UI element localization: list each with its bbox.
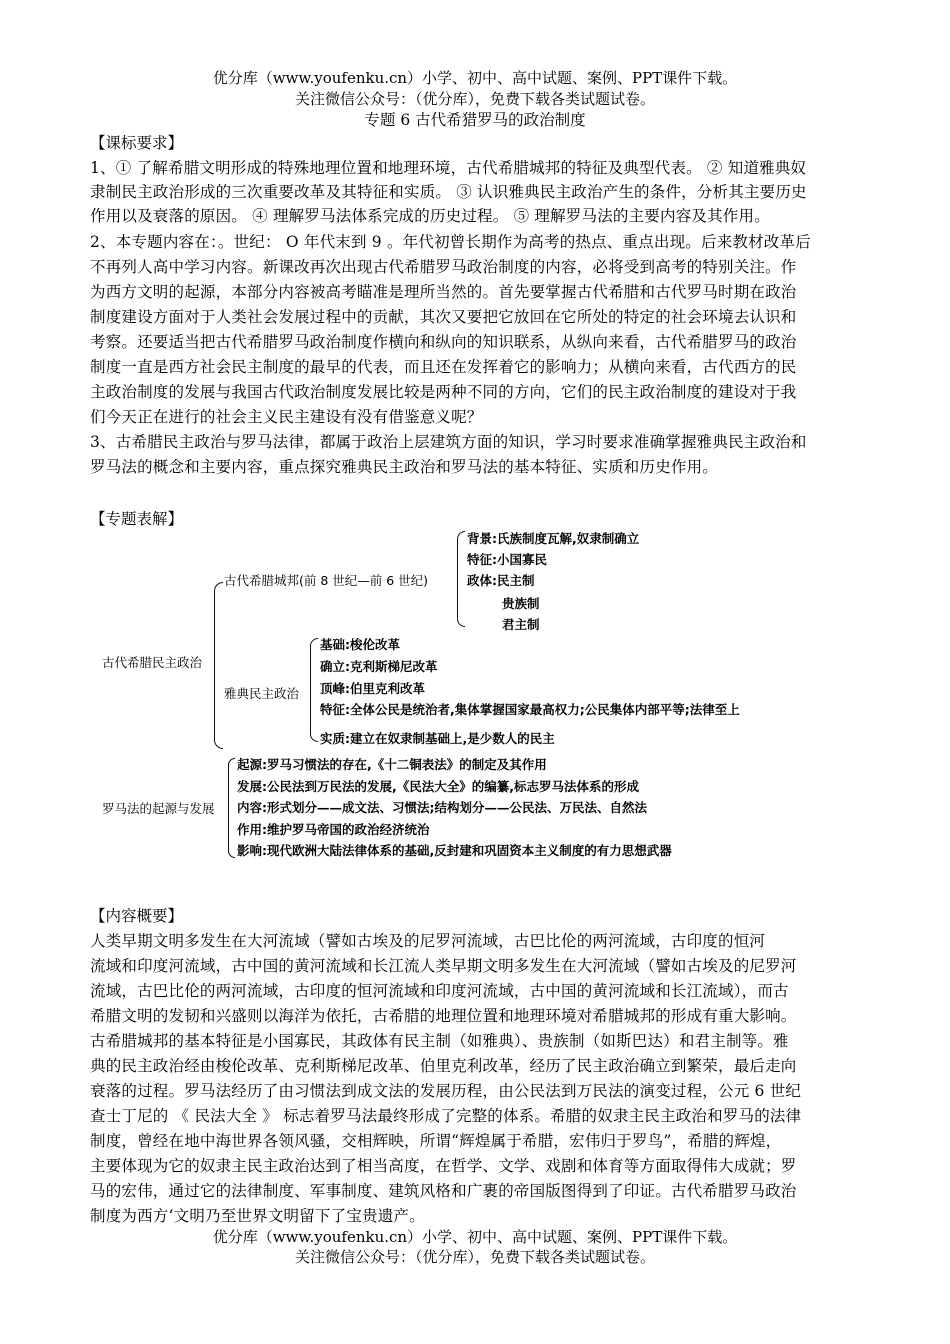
requirements-line: 主政治制度的发展与我国古代政治制度发展比较是两种不同的方向，它们的民主政治制度的建设对于我 [90, 383, 797, 401]
requirements-line: 隶制民主政治形成的三次重要改革及其特征和实质。 ③ 认识雅典民主政治产生的条件，分析其主要历史 [90, 183, 807, 201]
diagram-peak: 顶峰:伯里克利改革 [320, 681, 425, 696]
outline-heading: 【专题表解】 [90, 510, 184, 528]
diagram-aristocracy: 贵族制 [502, 596, 540, 611]
summary-line: 流域，古巴比伦的两河流域，古印度的恒河流域和印度河流域，古中国的黄河流域和长江流域），而古 [90, 982, 789, 1000]
summary-line: 制度，曾经在地中海世界各领风骚，交相辉映，所谓“辉煌属于希腊，宏伟归于罗鸟”，希腊的辉煌， [90, 1132, 782, 1150]
summary-line: 主要体现为它的奴隶主民主政治达到了相当高度，在哲学、文学、戏剧和体育等方面取得伟大成就；罗 [90, 1157, 797, 1175]
requirements-line: 罗马法的概念和主要内容，重点探究雅典民主政治和罗马法的基本特征、实质和历史作用。 [90, 458, 719, 476]
diagram-monarchy: 君主制 [502, 617, 540, 632]
requirements-line: 作用以及衰落的原因。 ④ 理解罗马法体系完成的历史过程。 ⑤ 理解罗马法的主要内容及其作用。 [90, 207, 770, 225]
summary-heading: 【内容概要】 [90, 907, 184, 925]
requirements-heading: 【课标要求】 [90, 134, 184, 152]
summary-line: 希腊文明的发韧和兴盛则以海洋为依托，古希腊的地理位置和地理环境对希腊城邦的形成有重大影响。 [90, 1007, 797, 1025]
diagram-influence: 影响:现代欧洲大陆法律体系的基础,反封建和巩固资本主义制度的有力思想武器 [237, 843, 672, 858]
summary-line: 典的民主政治经由梭伦改革、克利斯梯尼改革、伯里克利改革，经历了民主政治确立到繁荣，最后走向 [90, 1057, 797, 1075]
diagram-root-rome: 罗马法的起源与发展 [102, 801, 215, 816]
diagram-content: 内容:形式划分——成文法、习惯法;结构划分——公民法、万民法、自然法 [237, 800, 647, 815]
summary-line: 古希腊城邦的基本特征是小国寡民，其政体有民主制（如雅典）、贵族制（如斯巴达）和君主制等。雅 [90, 1032, 789, 1050]
page-title: 专题 6 古代希猎罗马的政治制度 [364, 111, 586, 129]
header-line-2: 关注微信公众号：（优分库），免费下载各类试题试卷。 [294, 90, 655, 108]
diagram-role: 作用:维护罗马帝国的政治经济统治 [237, 822, 430, 837]
diagram-athens: 雅典民主政治 [224, 686, 300, 701]
requirements-line: 为西方文明的起源，本部分内容被高考瞄准是理所当然的。首先要掌握古代希腊和古代罗马时期在政治 [90, 283, 797, 301]
summary-line: 人类早期文明多发生在大河流域（譬如古埃及的尼罗河流域，古巴比伦的两河流域，古印度的恒河 [90, 932, 766, 950]
diagram-polity: 政体:民主制 [467, 573, 535, 588]
diagram-establish: 确立:克利斯梯尼改革 [320, 659, 438, 674]
diagram-background: 背景:氏族制度瓦解,奴隶制确立 [467, 531, 640, 546]
diagram-foundation: 基础:梭伦改革 [320, 637, 400, 652]
requirements-line: 1、① 了解希腊文明形成的特殊地理位置和地理环境，古代希腊城邦的特征及典型代表。 ② 知道雅典奴 [90, 159, 807, 177]
diagram-city-state: 古代希腊城邦(前 8 世纪—前 6 世纪) [224, 573, 429, 588]
diagram-feature: 特征:小国寡民 [467, 552, 547, 567]
summary-line: 衰落的过程。罗马法经历了由习惯法到成文法的发展历程，由公民法到万民法的演变过程，公元 6 世纪 [90, 1082, 802, 1100]
requirements-line: 不再列人高中学习内容。新课改再次出现古代希腊罗马政治制度的内容，必将受到高考的特别关注。作 [90, 258, 797, 276]
summary-line: 制度为西方‘文明乃至世界文明留下了宝贵遗产。 [90, 1207, 425, 1225]
diagram-bracket [214, 582, 223, 749]
diagram-athens-feature: 特征:全体公民是统治者,集体掌握国家最高权力;公民集体内部平等;法律至上 [320, 702, 740, 717]
summary-line: 查士丁尼的 《 民法大全 》 标志着罗马法最终形成了完整的体系。希腊的奴隶主民主政治和罗马的法律 [90, 1107, 802, 1125]
diagram-bracket [310, 638, 318, 742]
summary-line: 马的宏伟，通过它的法律制度、军事制度、建筑风格和广裹的帝国版图得到了印证。古代希腊罗马政治 [90, 1182, 797, 1200]
diagram-essence: 实质:建立在奴隶制基础上,是少数人的民主 [320, 731, 555, 746]
requirements-line: 考察。还要适当把古代希腊罗马政治制度作横向和纵向的知识联系，从纵向来看，古代希腊罗马的政治 [90, 333, 797, 351]
diagram-development: 发展:公民法到万民法的发展,《民法大全》的编纂,标志罗马法体系的形成 [237, 779, 639, 794]
footer-line-2: 关注微信公众号：（优分库），免费下载各类试题试卷。 [294, 1248, 655, 1266]
requirements-line: 们今天正在进行的社会主义民主建设有没有借鉴意义呢？ [90, 408, 483, 426]
footer-line-1: 优分库（www.youfenku.cn）小学、初中、高中试题、案例、PPT课件下载。 [212, 1228, 738, 1246]
requirements-line: 制度一直是西方社会民主制度的最早的代表，而且还在发挥着它的影响力；从横向来看，古代西方的民 [90, 358, 797, 376]
diagram-bracket [457, 531, 465, 627]
requirements-line: 3、古希腊民主政治与罗马法律，都属于政治上层建筑方面的知识，学习时要求准确掌握雅典民主政治和 [90, 433, 807, 451]
requirements-line: 制度建设方面对于人类社会发展过程中的贡献，其次又要把它放回在它所处的特定的社会环境去认识和 [90, 308, 797, 326]
summary-line: 流域和印度河流域，古中国的黄河流域和长江流人类早期文明多发生在大河流域（譬如古埃及的尼罗河 [90, 957, 797, 975]
diagram-origin: 起源:罗马习惯法的存在,《十二铜表法》的制定及其作用 [237, 757, 547, 772]
diagram-root-greece: 古代希腊民主政治 [102, 655, 203, 670]
header-line-1: 优分库（www.youfenku.cn）小学、初中、高中试题、案例、PPT课件下载。 [212, 69, 738, 87]
requirements-line: 2、本专题内容在：。世纪： O 年代末到 9 。年代初曾长期作为高考的热点、重点出现。后来教材改革后 [90, 233, 811, 251]
diagram-bracket [228, 758, 235, 858]
